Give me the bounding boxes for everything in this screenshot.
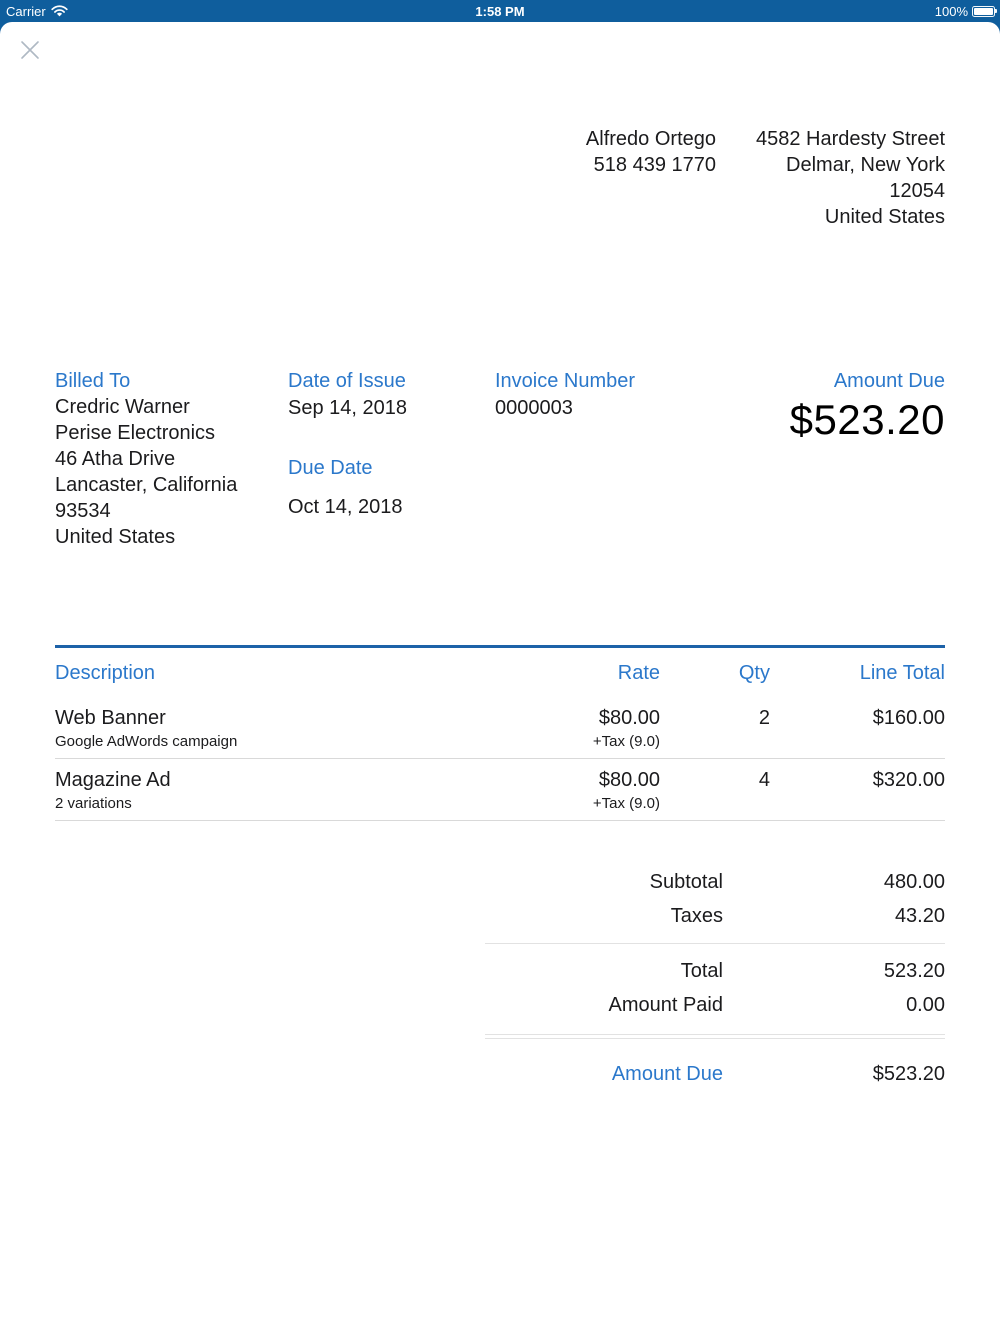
header-rate: Rate	[617, 662, 660, 684]
item-name: Web Banner	[55, 707, 166, 729]
invoice-preview-card	[0, 22, 1000, 1334]
taxes-row	[485, 899, 945, 933]
amount-due-header-value: $523.20	[789, 396, 945, 443]
item-name: Magazine Ad	[55, 769, 171, 791]
line-items-table	[55, 645, 945, 821]
item-rate-tax: +Tax (9.0)	[592, 733, 660, 750]
subtotal-label: Subtotal	[649, 871, 723, 893]
item-subtitle: Google AdWords campaign	[55, 733, 238, 750]
amount-paid-row	[485, 988, 945, 1022]
amount-due-header-block	[790, 368, 945, 550]
date-of-issue-label: Date of Issue	[288, 370, 406, 392]
due-date-label: Due Date	[288, 457, 373, 479]
close-icon	[18, 38, 42, 62]
sender-address	[756, 126, 945, 230]
totals-double-divider	[485, 1034, 945, 1039]
sender-block	[55, 126, 945, 230]
sender-name: Alfredo Ortego	[585, 128, 716, 150]
amount-due-value: $523.20	[872, 1063, 945, 1085]
total-label: Total	[680, 960, 723, 982]
dates-block	[288, 368, 495, 550]
taxes-label: Taxes	[670, 905, 723, 927]
billed-to-label: Billed To	[55, 370, 131, 392]
invoice-meta-row	[55, 368, 945, 550]
total-row	[485, 954, 945, 988]
item-rate-tax: +Tax (9.0)	[592, 795, 660, 812]
invoice-number-label: Invoice Number	[495, 370, 636, 392]
item-qty: 4	[758, 769, 770, 791]
sender-address-line: Delmar, New York	[786, 154, 945, 176]
taxes-value: 43.20	[894, 905, 945, 927]
totals-block	[485, 865, 945, 1091]
billed-to-line: United States	[55, 526, 176, 548]
amount-due-label: Amount Due	[611, 1063, 723, 1085]
clock: 1:58 PM	[475, 3, 525, 19]
header-description: Description	[55, 662, 156, 684]
sender-address-line: United States	[824, 206, 945, 228]
item-line-total: $160.00	[872, 707, 945, 729]
billed-to-line: 46 Atha Drive	[55, 448, 176, 470]
sender-address-line: 12054	[889, 180, 945, 202]
billed-to-line: Credric Warner	[55, 396, 190, 418]
due-date-block	[288, 455, 495, 520]
amount-paid-value: 0.00	[906, 994, 945, 1016]
item-line-total: $320.00	[872, 769, 945, 791]
table-header-row	[55, 648, 945, 697]
close-button[interactable]	[16, 36, 44, 64]
billed-to-block	[55, 368, 288, 550]
billed-to-line: 93534	[55, 500, 111, 522]
amount-due-header-label: Amount Due	[833, 370, 945, 392]
header-qty: Qty	[738, 662, 770, 684]
status-bar-right	[935, 4, 995, 19]
carrier-label: Carrier	[6, 3, 46, 19]
header-line-total: Line Total	[859, 662, 945, 684]
amount-paid-label: Amount Paid	[608, 994, 723, 1016]
item-subtitle: 2 variations	[55, 795, 132, 812]
date-of-issue-value: Sep 14, 2018	[288, 397, 407, 419]
item-qty: 2	[758, 707, 770, 729]
item-rate: $80.00	[598, 769, 660, 791]
table-row	[55, 759, 945, 821]
billed-to-line: Perise Electronics	[55, 422, 216, 444]
battery-percent: 100%	[934, 3, 968, 19]
billed-to-line: Lancaster, California	[55, 474, 238, 496]
subtotal-row	[485, 865, 945, 899]
subtotal-value: 480.00	[883, 871, 945, 893]
due-date-value: Oct 14, 2018	[288, 496, 403, 518]
invoice-number-block	[495, 368, 790, 550]
status-bar	[0, 0, 1000, 22]
totals-divider	[485, 943, 945, 944]
total-value: 523.20	[883, 960, 945, 982]
sender-contact	[586, 126, 716, 230]
sender-address-line: 4582 Hardesty Street	[756, 128, 945, 150]
invoice-number-value: 0000003	[495, 397, 573, 419]
amount-due-row	[485, 1057, 945, 1091]
item-rate: $80.00	[598, 707, 660, 729]
sender-phone: 518 439 1770	[593, 154, 716, 176]
date-of-issue-block	[288, 368, 495, 421]
table-row	[55, 697, 945, 759]
battery-icon	[972, 6, 995, 17]
